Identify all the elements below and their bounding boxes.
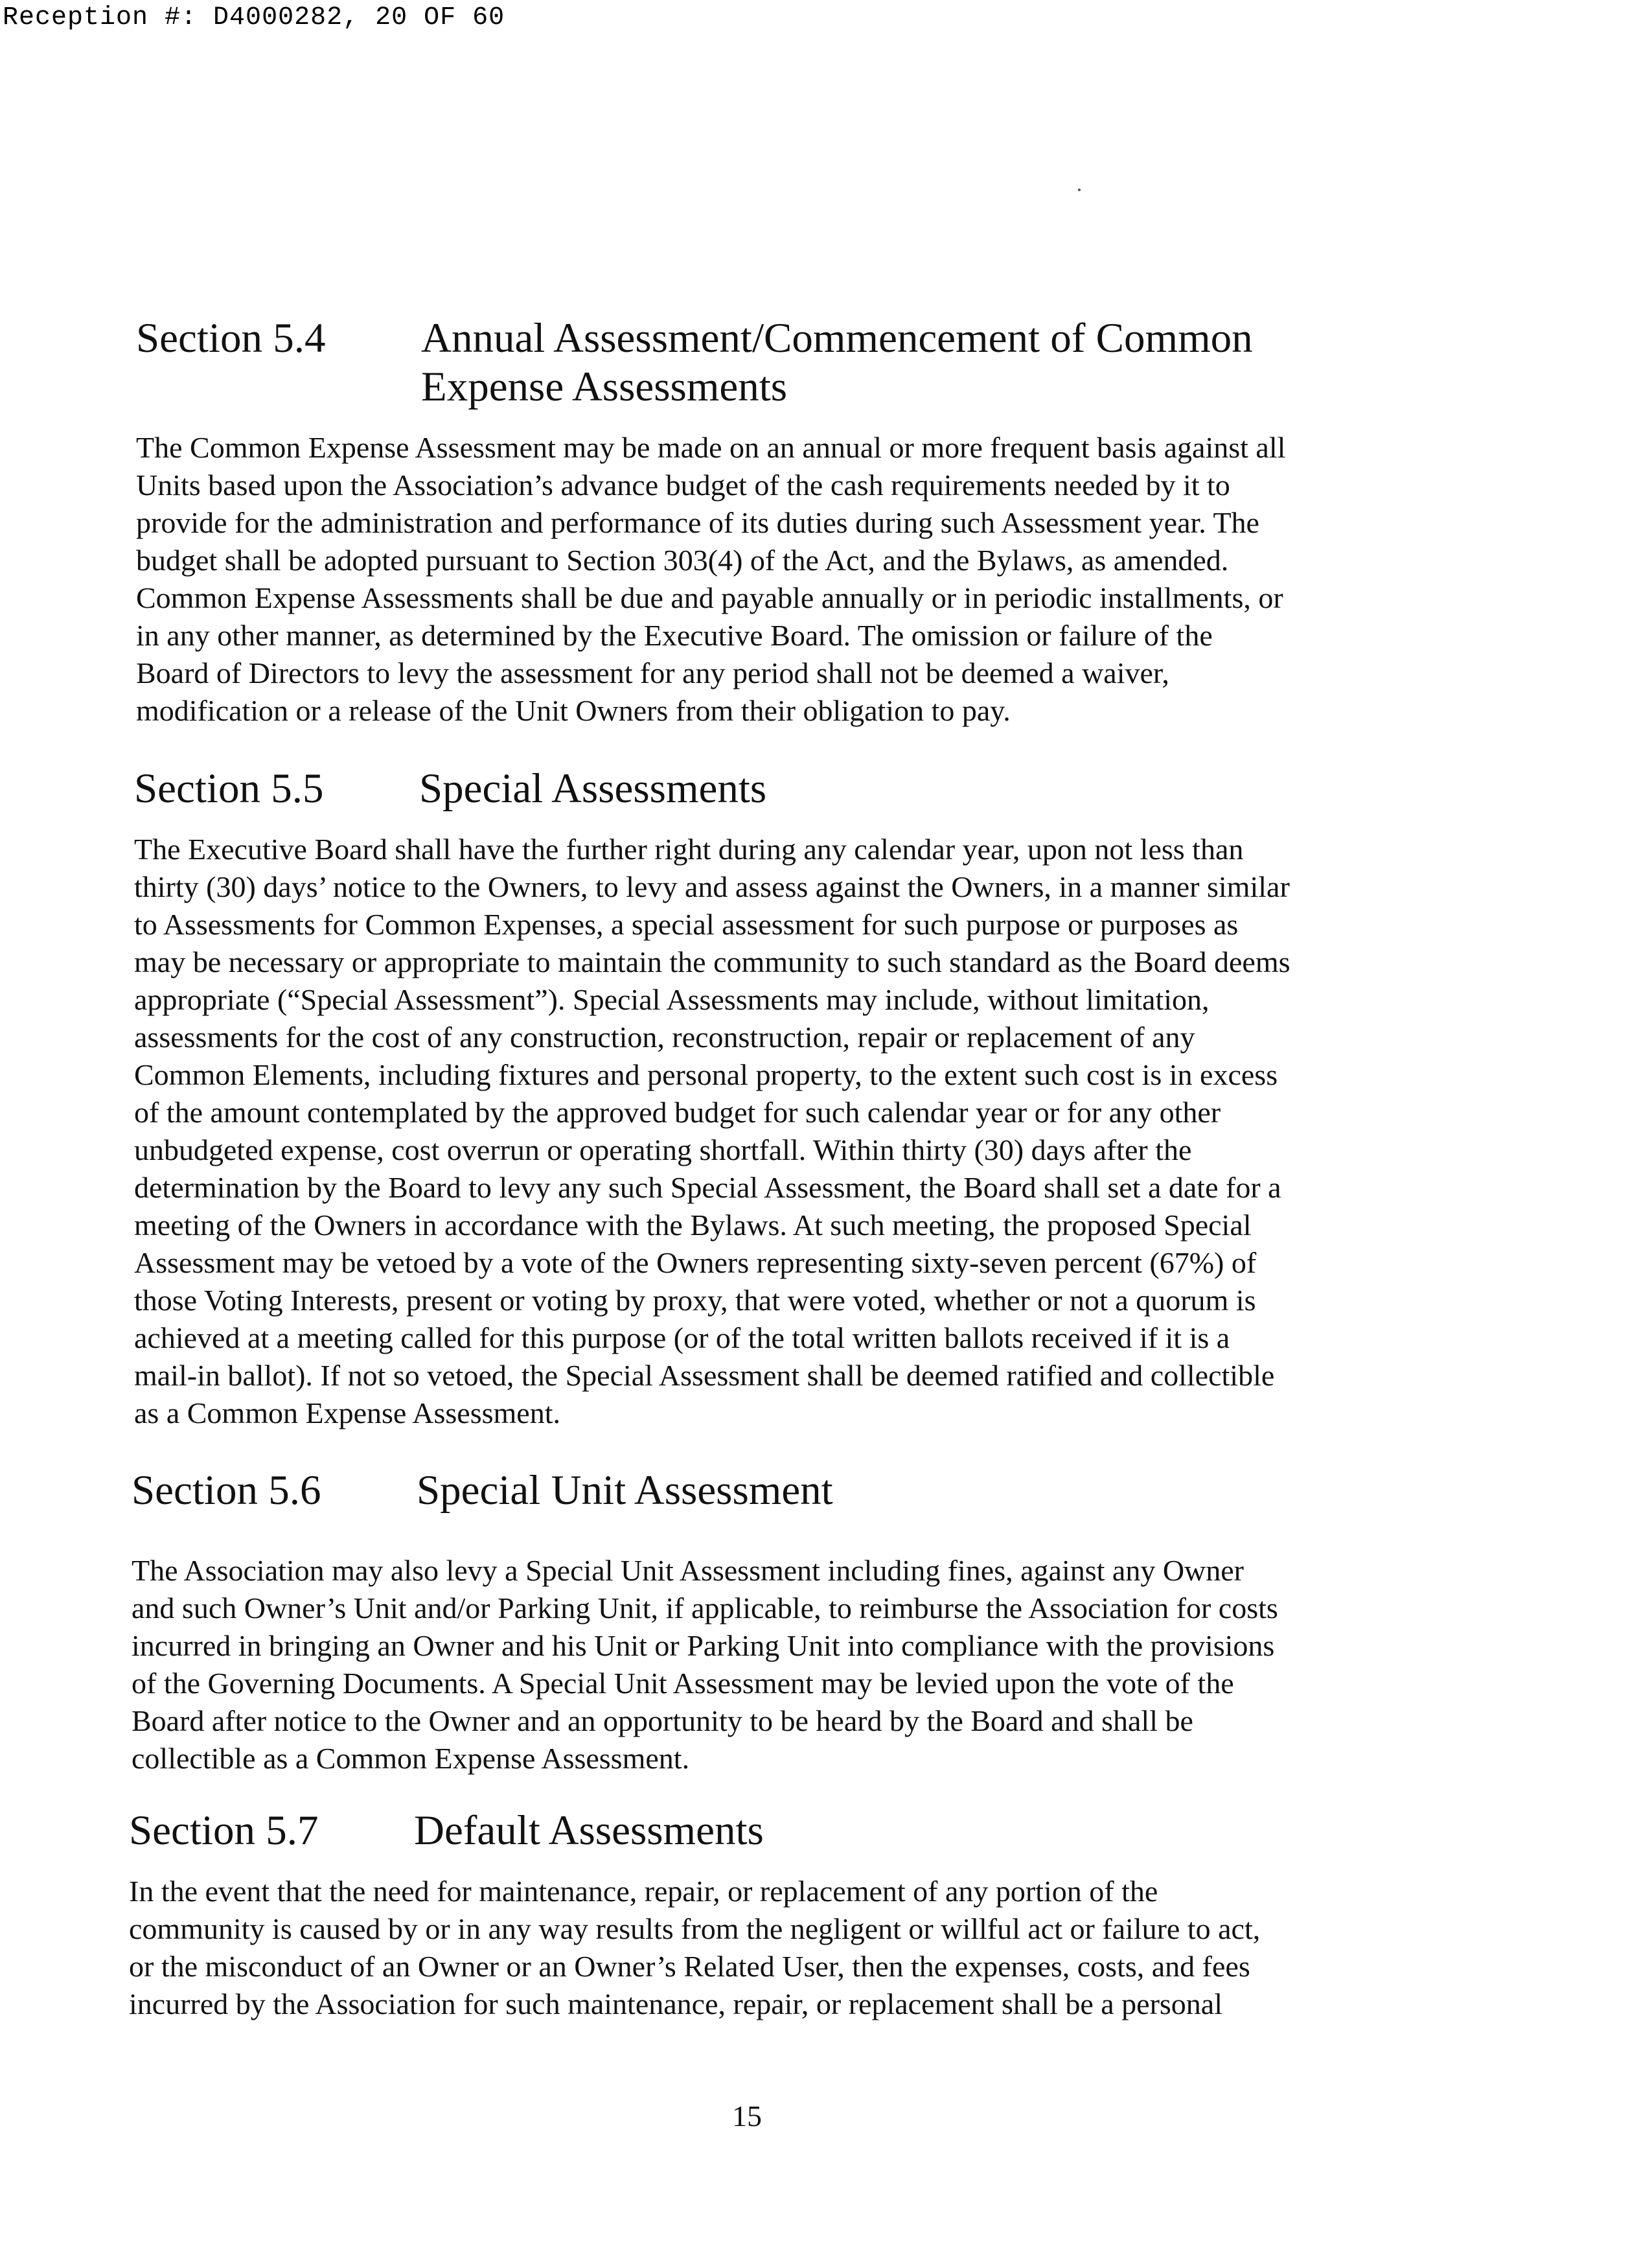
text-line: determination by the Board to levy any such Special Assessment, the Board shall set a date for a bbox=[134, 1171, 1281, 1204]
text-line: The Association may also levy a Special Unit Assessment including fines, against any Owner bbox=[132, 1554, 1245, 1587]
text-line: unbudgeted expense, cost overrun or operating shortfall. Within thirty (30) days after the bbox=[134, 1133, 1192, 1166]
text-line: to Assessments for Common Expenses, a special assessment for such purpose or purposes as bbox=[134, 908, 1239, 941]
text-line: and such Owner’s Unit and/or Parking Unit, if applicable, to reimburse the Association for costs bbox=[132, 1591, 1278, 1625]
text-line: mail-in ballot). If not so vetoed, the Special Assessment shall be deemed ratified and collectible bbox=[134, 1359, 1275, 1392]
text-line: or the misconduct of an Owner or an Owner’s Related User, then the expenses, costs, and fees bbox=[129, 1950, 1250, 1983]
text-line: Board of Directors to levy the assessment for any period shall not be deemed a waiver, bbox=[136, 656, 1169, 689]
text-line: assessments for the cost of any construction, reconstruction, repair or replacement of any bbox=[134, 1021, 1195, 1054]
text-line: those Voting Interests, present or voting by proxy, that were voted, whether or not a quorum is bbox=[134, 1284, 1256, 1317]
section-5-4-heading bbox=[136, 314, 1497, 411]
section-5-4-body bbox=[136, 429, 1285, 730]
text-line: Assessment may be vetoed by a vote of the Owners representing sixty-seven percent (67%) of bbox=[134, 1246, 1257, 1279]
text-line: Units based upon the Association’s advance budget of the cash requirements needed by it to bbox=[136, 468, 1230, 502]
text-line: appropriate (“Special Assessment”). Special Assessments may include, without limitation, bbox=[134, 983, 1210, 1016]
section-title-line-1: Annual Assessment/Commencement of Common bbox=[421, 315, 1253, 362]
text-line: incurred by the Association for such maintenance, repair, or replacement shall be a personal bbox=[129, 1987, 1223, 2020]
text-line: incurred in bringing an Owner and his Unit or Parking Unit into compliance with the provisions bbox=[132, 1629, 1275, 1662]
reception-stamp: Reception #: D4000282, 20 OF 60 bbox=[3, 3, 505, 32]
text-line: In the event that the need for maintenance, repair, or replacement of any portion of the bbox=[129, 1875, 1158, 1908]
section-number: Section 5.6 bbox=[132, 1467, 321, 1514]
text-line: in any other manner, as determined by the Executive Board. The omission or failure of the bbox=[136, 619, 1213, 652]
text-line: Board after notice to the Owner and an opportunity to be heard by the Board and shall be bbox=[132, 1704, 1193, 1737]
section-5-7-body bbox=[129, 1873, 1260, 2023]
section-number: Section 5.4 bbox=[136, 315, 326, 362]
section-5-5-body bbox=[134, 831, 1291, 1432]
section-number: Section 5.5 bbox=[134, 765, 324, 812]
section-5-5-heading bbox=[134, 765, 1495, 813]
text-line: of the amount contemplated by the approved budget for such calendar year or for any other bbox=[134, 1096, 1221, 1129]
section-title-line-2: Expense Assessments bbox=[421, 364, 788, 410]
text-line: budget shall be adopted pursuant to Section 303(4) of the Act, and the Bylaws, as amended. bbox=[136, 544, 1229, 577]
section-title: Default Assessments bbox=[414, 1807, 764, 1854]
text-line: meeting of the Owners in accordance with the Bylaws. At such meeting, the proposed Special bbox=[134, 1208, 1252, 1242]
text-line: as a Common Expense Assessment. bbox=[134, 1396, 560, 1429]
section-title: Special Assessments bbox=[419, 765, 767, 812]
text-line: collectible as a Common Expense Assessment. bbox=[132, 1742, 690, 1775]
text-line: Common Expense Assessments shall be due and payable annually or in periodic installments, or bbox=[136, 581, 1283, 614]
text-line: may be necessary or appropriate to maintain the community to such standard as the Board deems bbox=[134, 945, 1291, 978]
text-line: modification or a release of the Unit Owners from their obligation to pay. bbox=[136, 694, 1011, 727]
section-5-7-heading bbox=[129, 1807, 1489, 1855]
scan-speck bbox=[1078, 189, 1081, 191]
text-line: The Common Expense Assessment may be made on an annual or more frequent basis against all bbox=[136, 431, 1286, 464]
text-line: Common Elements, including fixtures and personal property, to the extent such cost is in excess bbox=[134, 1058, 1278, 1091]
text-line: community is caused by or in any way results from the negligent or willful act or failure to act, bbox=[129, 1912, 1261, 1945]
text-line: of the Governing Documents. A Special Unit Assessment may be levied upon the vote of the bbox=[132, 1667, 1234, 1700]
section-number: Section 5.7 bbox=[129, 1807, 319, 1854]
section-5-6-heading bbox=[132, 1466, 1492, 1515]
section-title: Special Unit Assessment bbox=[417, 1467, 833, 1514]
text-line: thirty (30) days’ notice to the Owners, to levy and assess against the Owners, in a manner similar bbox=[134, 870, 1290, 903]
text-line: The Executive Board shall have the further right during any calendar year, upon not less than bbox=[134, 833, 1244, 866]
page-number: 15 bbox=[732, 2099, 762, 2133]
text-line: achieved at a meeting called for this purpose (or of the total written ballots received if it is a bbox=[134, 1321, 1230, 1354]
text-line: provide for the administration and performance of its duties during such Assessment year. The bbox=[136, 506, 1259, 539]
section-5-6-body bbox=[132, 1552, 1278, 1777]
